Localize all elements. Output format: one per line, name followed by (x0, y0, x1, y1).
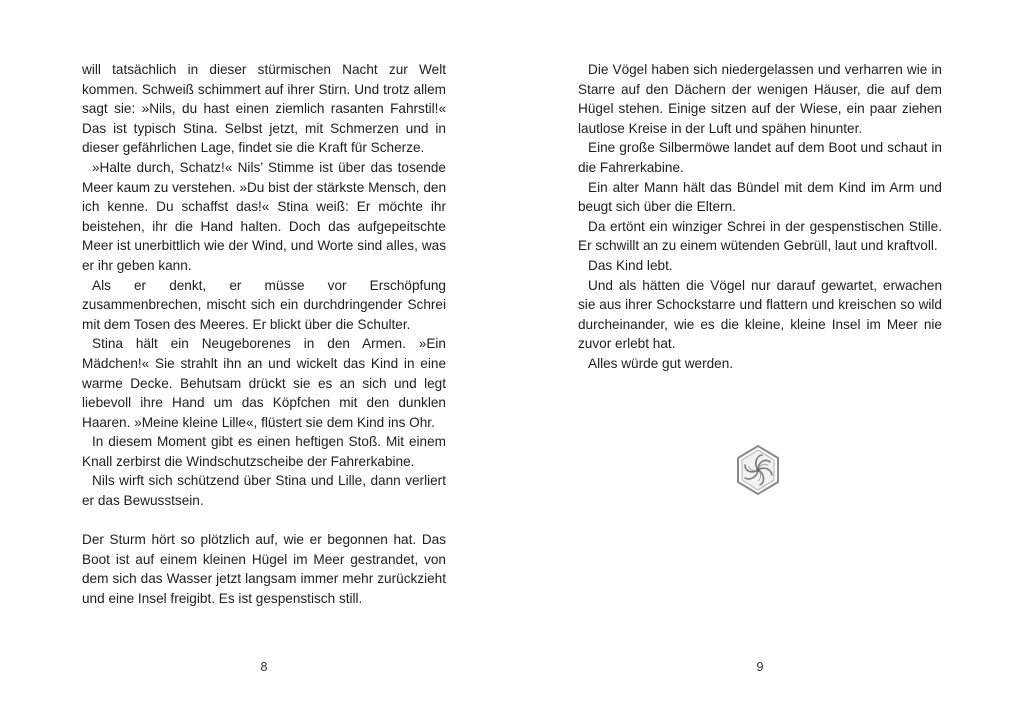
paragraph: Das Kind lebt. (588, 257, 673, 273)
page-number: 9 (756, 660, 764, 674)
paragraph: Ein alter Mann hält das Bündel mit dem Kind im Arm und beugt sich über die Eltern. (578, 179, 942, 215)
right-page (512, 0, 1024, 726)
paragraph: Der Sturm hört so plötzlich auf, wie er begonnen hat. Das Boot ist auf einem kleinen Hügel im Meer gestrandet, von dem sich das Wasser jetzt langsam immer mehr zurückzieht und eine Insel freigibt. Es ist gespenstisch still. (82, 532, 446, 607)
paragraph: Stina hält ein Neugeborenes in den Armen. »Ein Mädchen!« Sie strahlt ihn an und wickelt das Kind in eine warme Decke. Behutsam drückt sie es an sich und legt liebevoll ihre Hand um das Köpfchen mit den dunklen Haaren. »Meine kleine Lille«, flüstert sie dem Kind ins Ohr. (82, 336, 446, 430)
left-page-text (82, 60, 446, 609)
paragraph: Nils wirft sich schützend über Stina und Lille, dann verliert er das Bewusstsein. (82, 473, 446, 509)
hexagon-swirl-ornament-icon (734, 444, 782, 496)
page-number: 8 (260, 660, 268, 674)
paragraph: will tatsächlich in dieser stürmischen Nacht zur Welt kommen. Schweiß schimmert auf ihrer Stirn. Und trotz allem sagt sie: »Nils, du hast einen ziemlich rasanten Fahrstil!« Das ist typisch Stina. Selbst jetzt, mit Schmerzen und in dieser gefährlichen Lage, findet sie die Kraft für Scherze. (82, 62, 446, 156)
paragraph: Da ertönt ein winziger Schrei in der gespenstischen Stille. Er schwillt an zu einem wütenden Gebrüll, laut und kraftvoll. (578, 218, 942, 254)
paragraph: Als er denkt, er müsse vor Erschöpfung zusammenbrechen, mischt sich ein durchdringender Schrei mit dem Tosen des Meeres. Er blickt über die Schulter. (82, 277, 446, 332)
paragraph: Alles würde gut werden. (588, 355, 734, 371)
paragraph: Und als hätten die Vögel nur darauf gewartet, erwachen sie aus ihrer Schockstarre und flattern und kreischen so wild durcheinander, wie es die kleine, kleine Insel im Meer nie zuvor erlebt hat. (578, 277, 942, 352)
paragraph: Die Vögel haben sich niedergelassen und verharren wie in Starre auf den Dächern der wenigen Häuser, die auf dem Hügel stehen. Einige sitzen auf der Wiese, ein paar ziehen lautlose Kreise in der Luft und spähen hinunter. (578, 62, 942, 136)
paragraph: »Halte durch, Schatz!« Nils’ Stimme ist über das tosende Meer kaum zu verstehen. »Du bist der stärkste Mensch, den ich kenne. Du schaffst das!« Stina weiß: Er möchte ihr beistehen, ihr die Hand halten. Doch das aufgepeitschte Meer ist unerbittlich wie der Wind, und Worte sind alles, was er ihr geben kann. (82, 159, 446, 273)
right-page-text (578, 60, 942, 374)
paragraph: Eine große Silbermöwe landet auf dem Boot und schaut in die Fahrerkabine. (578, 140, 942, 175)
paragraph: In diesem Moment gibt es einen heftigen Stoß. Mit einem Knall zerbirst die Windschutzscheibe der Fahrerkabine. (82, 434, 446, 469)
